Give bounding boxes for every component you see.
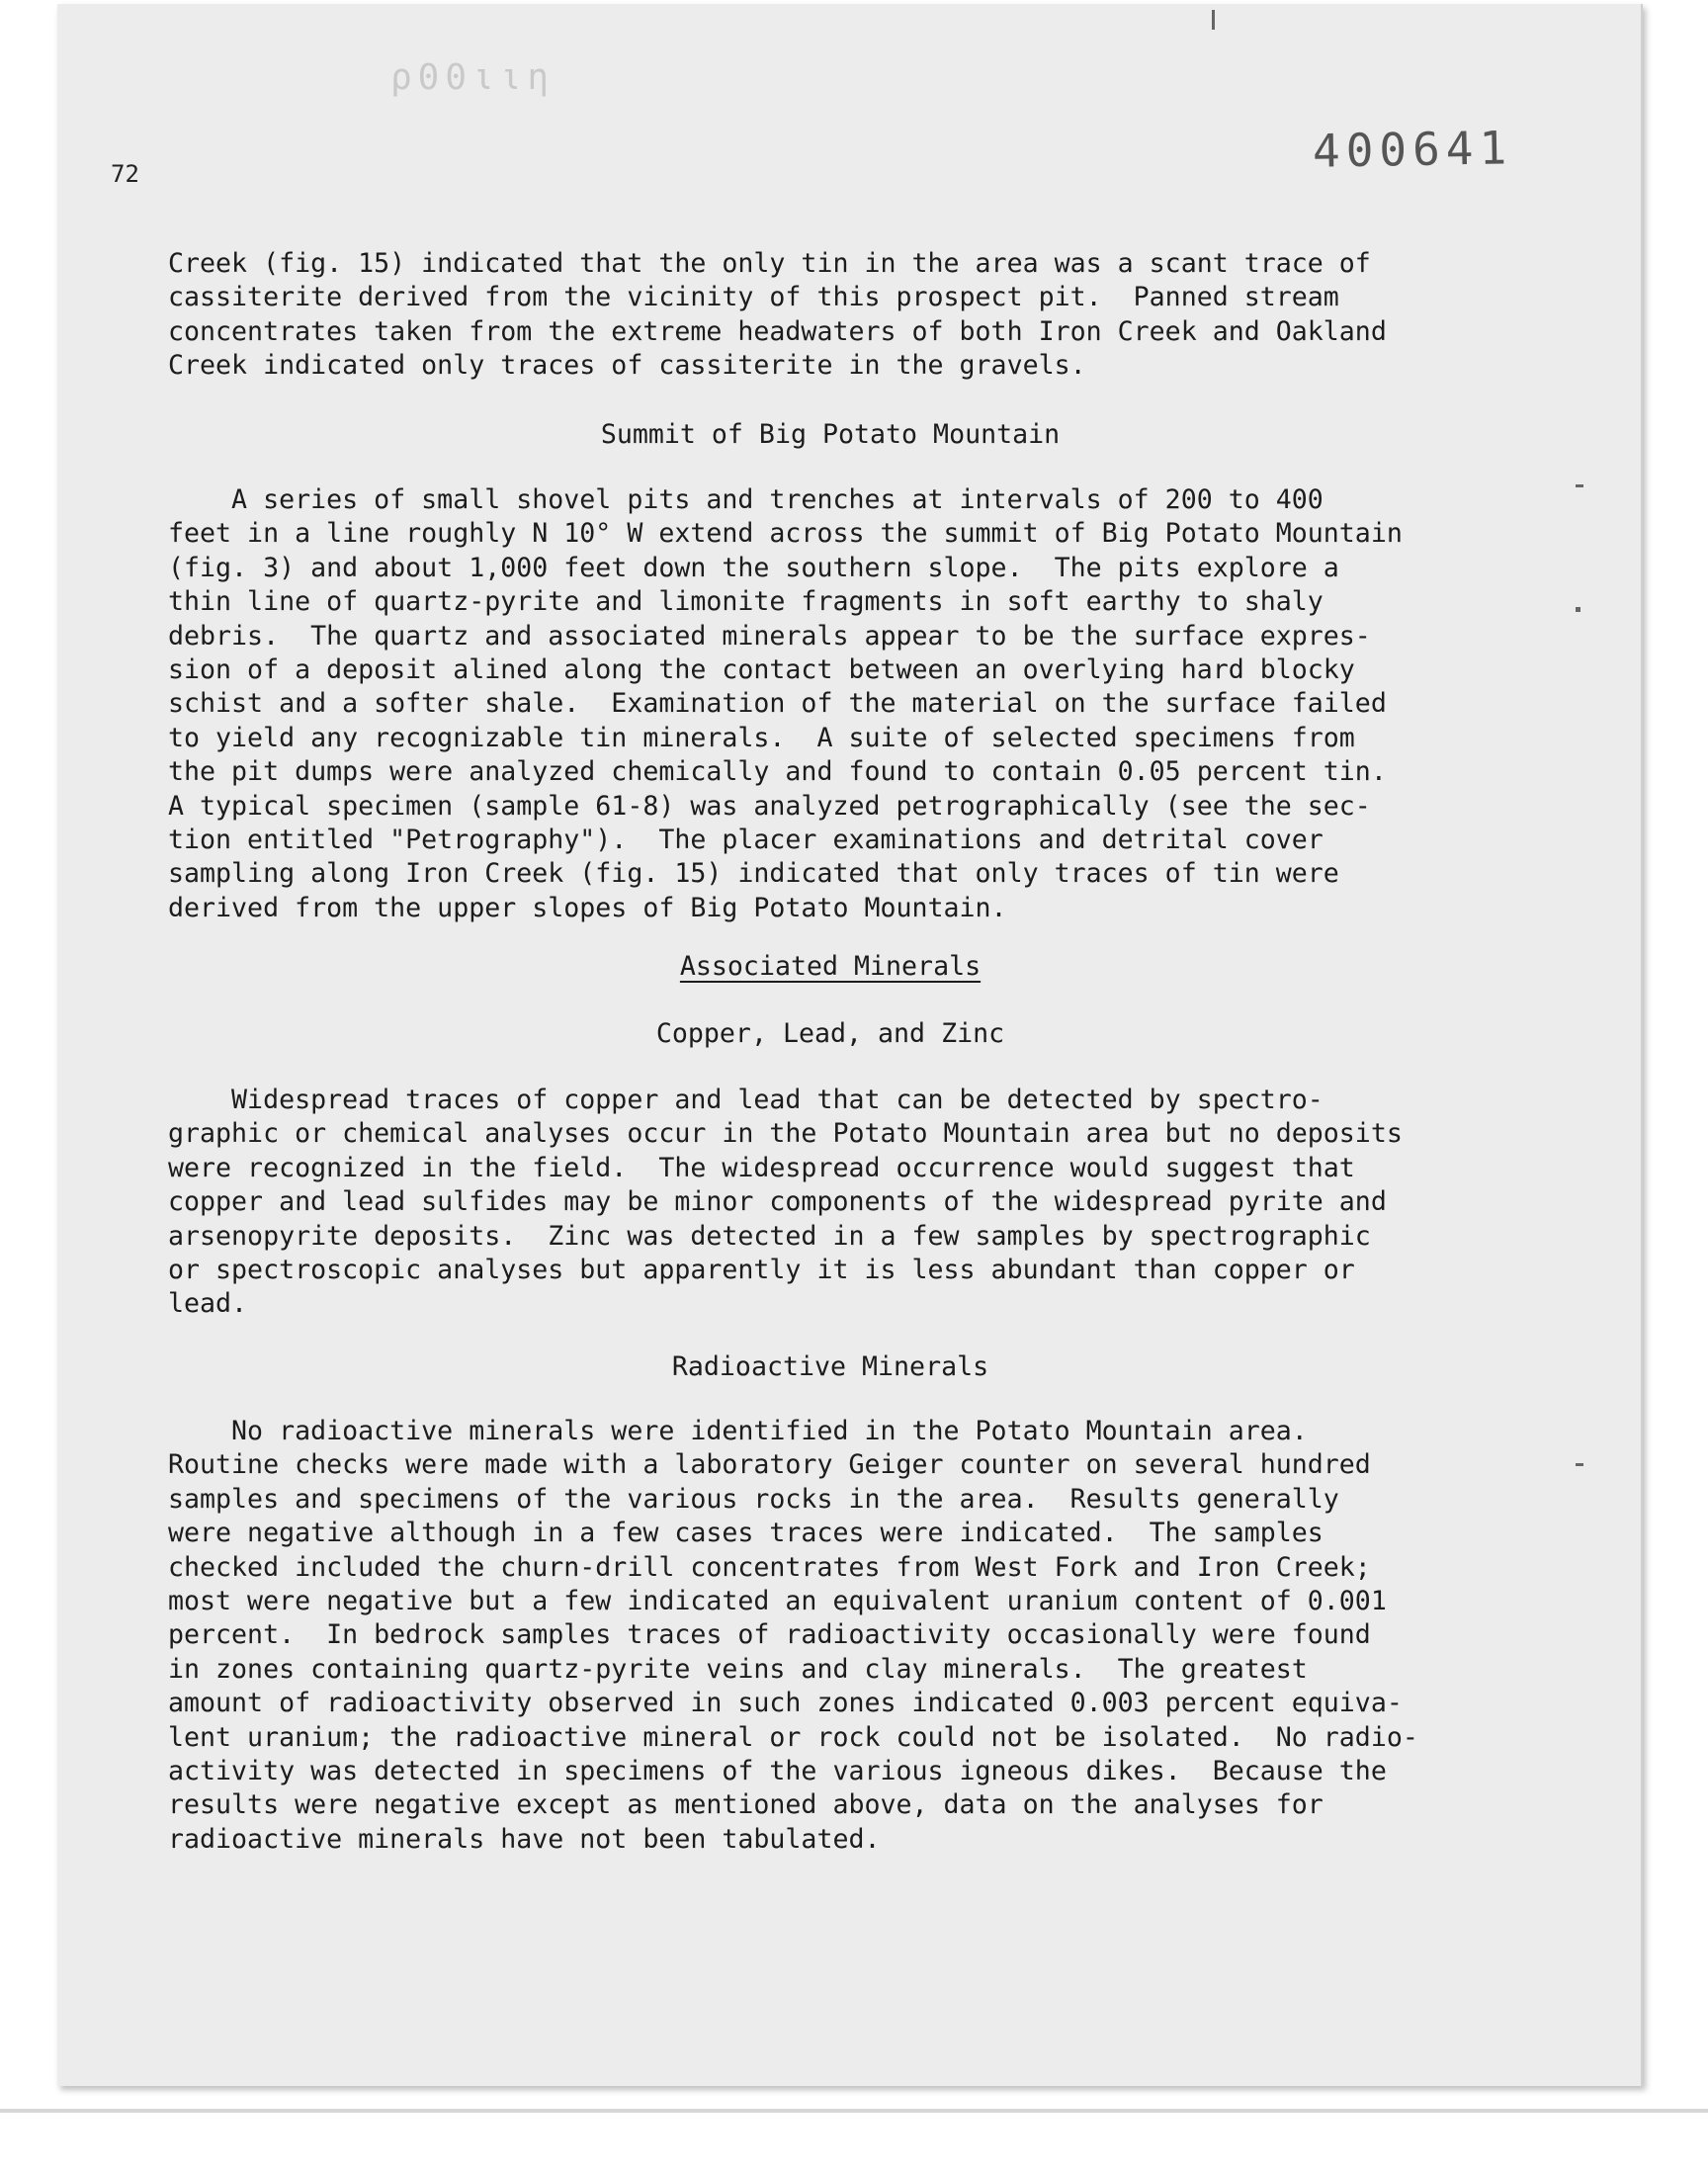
heading-copper-lead-zinc: Copper, Lead, and Zinc	[655, 1018, 1005, 1049]
margin-mark	[1576, 1463, 1583, 1466]
margin-mark	[1576, 484, 1583, 487]
margin-mark	[1212, 10, 1215, 30]
heading-associated-minerals	[168, 950, 1493, 984]
paragraph-copper: Widespread traces of copper and lead that can be detected by spectro- graphic or chemical analyses occur in the Potato Mountain area but no deposits were recognized in the field. The widespread occurrence would suggest that copper and lead sulfides may be minor components of the widespread pyrite and arsenopyrite deposits. Zinc was detected in a few samples by spectrographic or spectroscopic analyses but apparently it is less abundant than copper or lead.	[168, 1085, 1403, 1320]
heading-associated-minerals-text: Associated Minerals	[679, 951, 982, 982]
paragraph-summit: A series of small shovel pits and trenches at intervals of 200 to 400 feet in a line roughly N 10° W extend across the summit of Big Potato Mountain (fig. 3) and about 1,000 feet down the southern slope. The pits explore a thin line of quartz-pyrite and limonite fragments in soft earthy to shaly debris. The quartz and associated minerals appear to be the surface expres- sion of a deposit alined along the contact between an overlying hard blocky schist and a softer shale. Examination of the material on the surface failed to yield any recognizable tin minerals. A suite of selected specimens from the pit dumps were analyzed chemically and found to contain 0.05 percent tin. A typical specimen (sample 61-8) was analyzed petrographically (see the sec- tion entitled "Petrography"). The placer examinations and detrital cover sampling along Iron Creek (fig. 15) indicated that only traces of tin were derived from the upper slopes of Big Potato Mountain.	[168, 484, 1403, 923]
heading-summit: Summit of Big Potato Mountain	[600, 419, 1061, 450]
margin-mark	[1576, 607, 1580, 612]
heading-radioactive-minerals: Radioactive Minerals	[671, 1351, 989, 1382]
document-stamp: 400641	[1312, 121, 1513, 178]
scan-bottom-rule	[0, 2109, 1708, 2113]
paragraph-radioactive: No radioactive minerals were identified in the Potato Mountain area. Routine checks were made with a laboratory Geiger counter on several hundred samples and specimens of the various rocks in the area. Results generally were negative although in a few cases traces were indicated. The samples checked included the churn-drill concentrates from West Fork and Iron Creek; most were negative but a few indicated an equivalent uranium content of 0.001 percent. In bedrock samples traces of radioactivity occasionally were found in zones containing quartz-pyrite veins and clay minerals. The greatest amount of radioactivity observed in such zones indicated 0.003 percent equiva- lent uranium; the radioactive mineral or rock could not be isolated. No radio- activity was detected in specimens of the various igneous dikes. Because the results were negative except as mentioned above, data on the analyses for radioactive minerals have not been tabulated.	[168, 1416, 1418, 1855]
faded-stamp: ρ00ιιη	[390, 57, 555, 98]
paragraph-tin-creek: Creek (fig. 15) indicated that the only tin in the area was a scant trace of cassiterite derived from the vicinity of this prospect pit. Panned stream concentrates taken from the extreme headwaters of both Iron Creek and Oakland Creek indicated only traces of cassiterite in the gravels.	[168, 248, 1387, 382]
page-number: 72	[111, 160, 139, 188]
